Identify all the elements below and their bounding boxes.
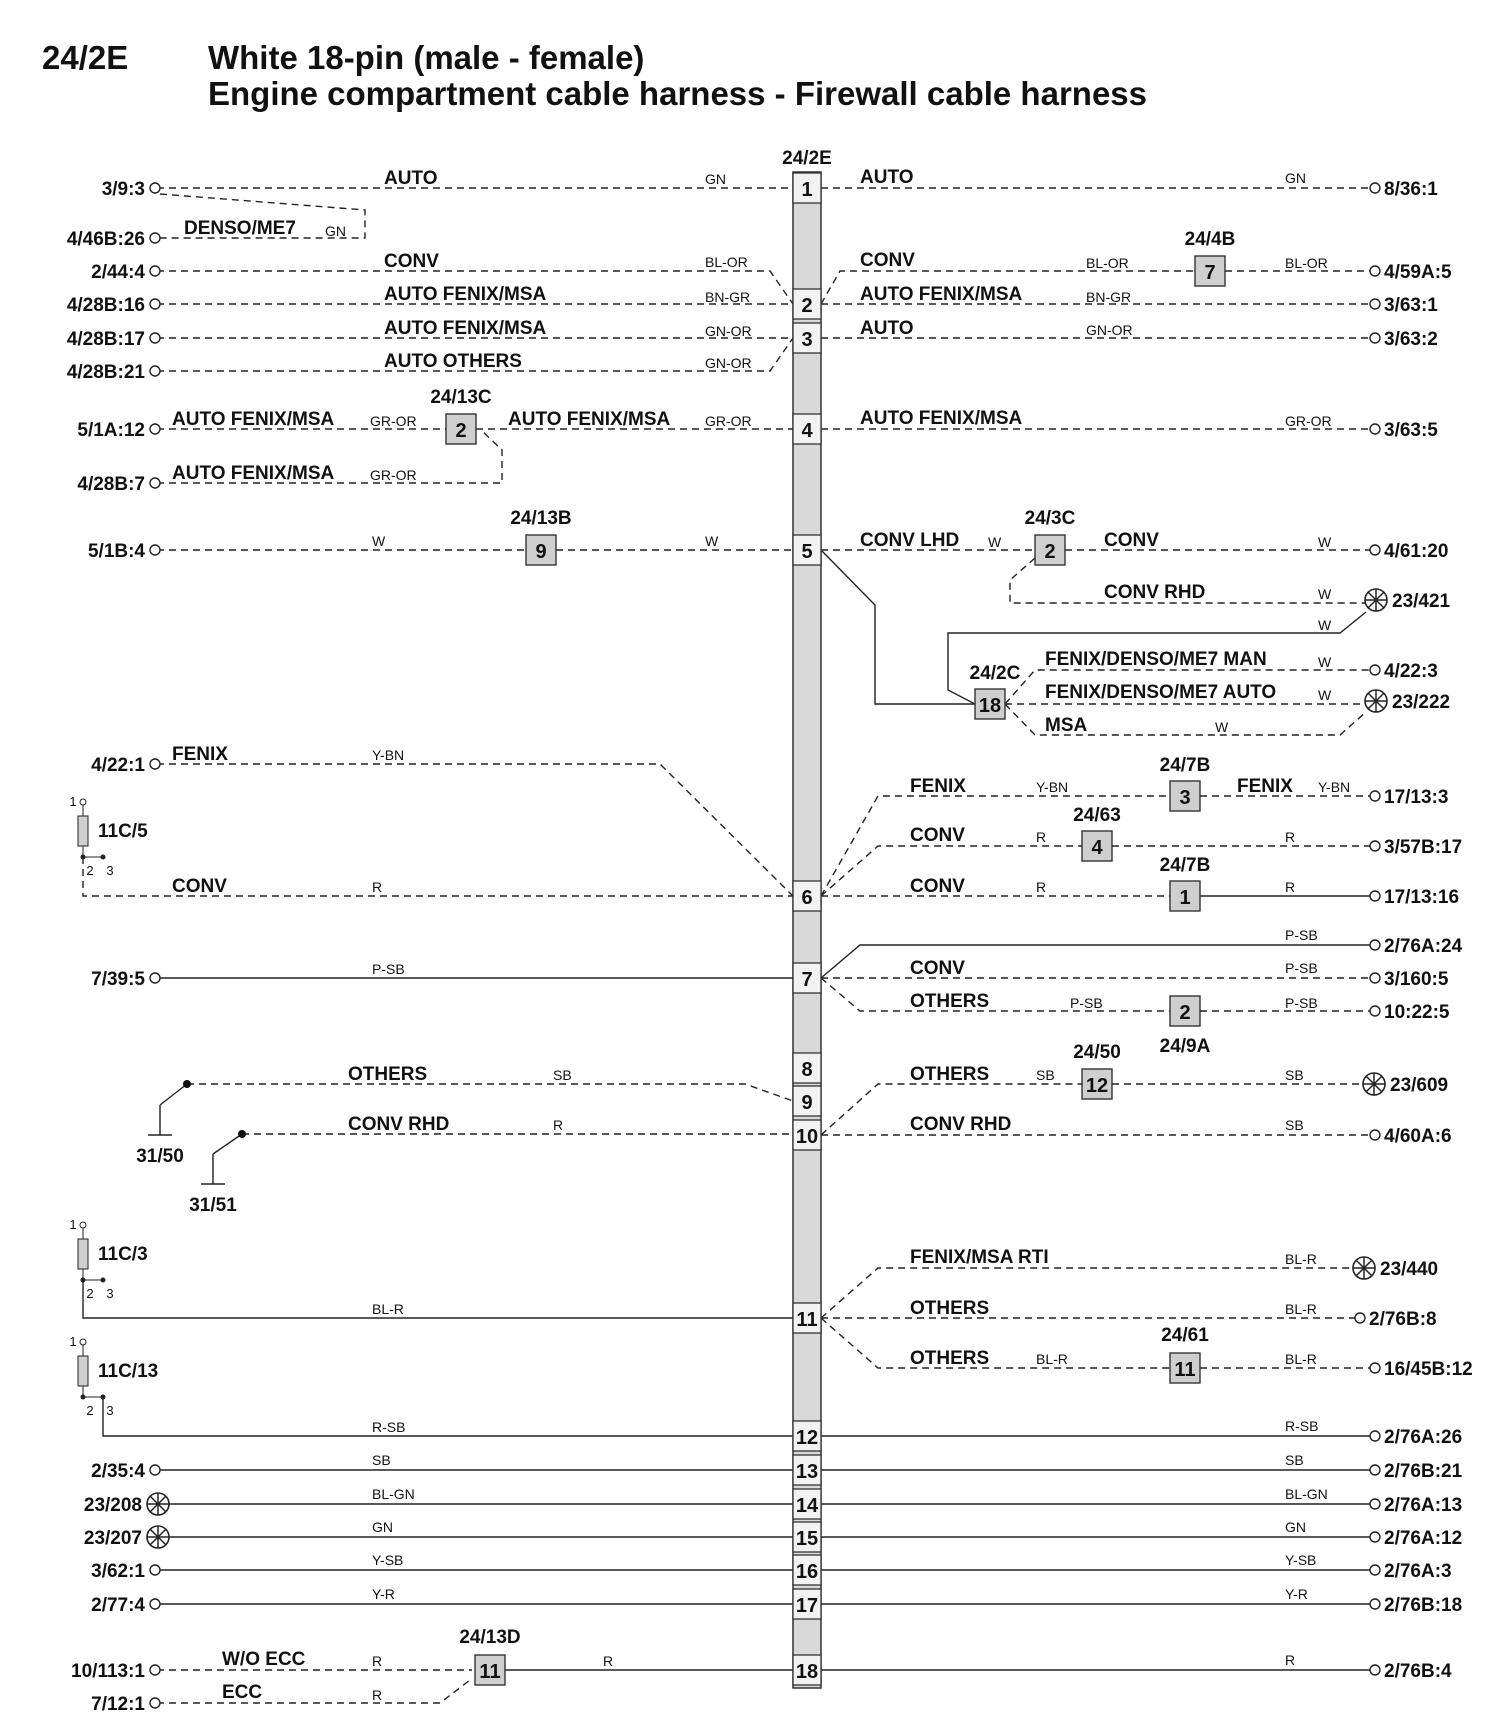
splice-label: 24/50 [1073, 1042, 1121, 1063]
terminal-label: 23/222 [1392, 692, 1451, 713]
label: GN [1285, 1519, 1306, 1535]
terminal [150, 333, 160, 343]
terminal [1370, 1363, 1380, 1373]
terminal-label: 2/76B:4 [1384, 1661, 1452, 1682]
wire [103, 1397, 793, 1436]
label: SB [372, 1452, 391, 1468]
terminal-label: 4/28B:16 [66, 295, 145, 316]
wire [83, 1280, 793, 1318]
ground-label: 31/50 [136, 1146, 184, 1167]
terminal [150, 266, 160, 276]
terminal-label: 2/44:4 [91, 262, 145, 283]
terminal [150, 1565, 160, 1575]
terminal [150, 759, 160, 769]
terminal [1370, 545, 1380, 555]
fuse-pin: 1 [69, 794, 77, 809]
label: R [372, 1687, 383, 1703]
page-subtitle: Engine compartment cable harness - Firewall cable harness [208, 75, 1148, 112]
label: GR-OR [370, 413, 417, 429]
label: GN [1285, 170, 1306, 186]
label: R [1285, 1652, 1296, 1668]
terminal [1355, 1313, 1365, 1323]
label: BL-R [372, 1301, 404, 1317]
label: W [705, 533, 719, 549]
terminal [1370, 299, 1380, 309]
connector-label: 24/2E [782, 148, 832, 169]
label: FENIX [1237, 776, 1293, 797]
label: OTHERS [910, 991, 990, 1012]
terminal [1370, 1565, 1380, 1575]
label: OTHERS [910, 1064, 990, 1085]
splice-label: 24/13C [430, 387, 492, 408]
label: CONV [384, 251, 439, 272]
label: W [1215, 719, 1229, 735]
label: GN [705, 171, 726, 187]
wire [160, 1084, 187, 1105]
terminal-label: 3/9:3 [101, 179, 145, 200]
splice-label: 24/7B [1159, 755, 1211, 776]
label: CONV RHD [910, 1114, 1012, 1135]
terminal-label: 23/207 [83, 1528, 142, 1549]
splice-point [147, 1526, 169, 1548]
terminal [150, 478, 160, 488]
terminal [1370, 791, 1380, 801]
label: AUTO FENIX/MSA [860, 284, 1023, 305]
label: W [1318, 687, 1332, 703]
label: AUTO OTHERS [384, 351, 522, 372]
splice-pin: 11 [479, 1661, 501, 1683]
label: AUTO FENIX/MSA [172, 463, 335, 484]
terminal [150, 299, 160, 309]
terminal-label: 3/63:2 [1384, 329, 1438, 350]
label: W/O ECC [222, 1649, 306, 1670]
label: FENIX/MSA RTI [910, 1247, 1049, 1268]
connector-pin-number: 7 [801, 969, 813, 991]
splice-pin: 2 [1044, 541, 1056, 563]
terminal-label: 4/28B:21 [66, 362, 145, 383]
terminal-label: 16/45B:12 [1384, 1359, 1473, 1380]
label: R [372, 1653, 383, 1669]
connector-pin-number: 2 [801, 295, 813, 317]
label: DENSO/ME7 [184, 218, 296, 239]
terminal-label: 2/76A:3 [1384, 1561, 1452, 1582]
label: OTHERS [910, 1298, 990, 1319]
terminal [1370, 424, 1380, 434]
fuse-pin: 3 [106, 1403, 114, 1418]
label: P-SB [372, 961, 405, 977]
connector-pin-number: 3 [801, 329, 813, 351]
terminal-label: 4/60A:6 [1384, 1126, 1452, 1147]
terminal-label: 23/440 [1380, 1259, 1439, 1280]
ground-node [238, 1130, 246, 1138]
terminal [1370, 1130, 1380, 1140]
label: SB [1285, 1117, 1304, 1133]
connector-pin-number: 17 [795, 1595, 819, 1617]
splice-pin: 2 [1179, 1002, 1191, 1024]
terminal [1370, 973, 1380, 983]
splice-pin: 2 [455, 420, 467, 442]
splice-point [1353, 1257, 1375, 1279]
terminal [1370, 1665, 1380, 1675]
label: GR-OR [1285, 413, 1332, 429]
label: ECC [222, 1682, 263, 1703]
splice-pin: 7 [1204, 262, 1216, 284]
fuse-pin: 1 [69, 1334, 77, 1349]
label: OTHERS [910, 1348, 990, 1369]
label: GN [372, 1519, 393, 1535]
connector-pin-number: 1 [801, 179, 813, 201]
terminal [1370, 266, 1380, 276]
terminal-label: 4/22:3 [1384, 661, 1438, 682]
splice-pin: 12 [1085, 1075, 1109, 1097]
label: R [372, 879, 383, 895]
connector-pin-number: 8 [801, 1059, 813, 1081]
label: AUTO [384, 168, 438, 189]
label: BL-R [1036, 1351, 1068, 1367]
label: CONV [172, 876, 227, 897]
terminal-label: 2/76B:18 [1384, 1595, 1463, 1616]
label: R-SB [372, 1419, 406, 1435]
label: AUTO [860, 318, 914, 339]
page-title: White 18-pin (male - female) [208, 39, 645, 76]
terminal-label: 2/76B:8 [1369, 1309, 1437, 1330]
label: GN-OR [705, 355, 752, 371]
label: R [1285, 829, 1296, 845]
splice-point [1365, 690, 1387, 712]
terminal-label: 3/63:5 [1384, 420, 1438, 441]
label: P-SB [1285, 927, 1318, 943]
terminal-label: 2/76A:12 [1384, 1528, 1463, 1549]
terminal [1370, 841, 1380, 851]
label: SB [1036, 1067, 1055, 1083]
terminal [1370, 1599, 1380, 1609]
connector-pin-number: 6 [801, 887, 813, 909]
fuse-pin: 2 [86, 1403, 94, 1418]
label: FENIX [172, 744, 228, 765]
connector-pin-number: 9 [801, 1092, 813, 1114]
splice-pin: 1 [1179, 887, 1191, 909]
connector-pin-number: 4 [801, 420, 813, 442]
connector-pin-number: 5 [801, 541, 813, 563]
fuse-label: 11C/13 [98, 1361, 159, 1382]
label: CONV LHD [860, 530, 960, 551]
label: GN-OR [1086, 322, 1133, 338]
fuse-pin: 1 [69, 1217, 77, 1232]
label: BL-R [1285, 1251, 1317, 1267]
terminal-label: 3/160:5 [1384, 969, 1449, 990]
terminal [1370, 1499, 1380, 1509]
terminal-label: 3/62:1 [91, 1561, 145, 1582]
label: AUTO [860, 167, 914, 188]
connector-pin-number: 15 [795, 1528, 819, 1550]
terminal-label: 17/13:16 [1384, 887, 1460, 908]
wire [213, 1134, 242, 1154]
terminal-label: 4/61:20 [1384, 541, 1449, 562]
label: GR-OR [370, 467, 417, 483]
label: W [1318, 586, 1332, 602]
terminal-label: 10/113:1 [71, 1661, 145, 1682]
label: GN-OR [705, 323, 752, 339]
label: FENIX/DENSO/ME7 MAN [1045, 649, 1267, 670]
splice-label: 24/13B [510, 508, 572, 529]
labels [67, 148, 1473, 1715]
label: FENIX/DENSO/ME7 AUTO [1045, 682, 1277, 703]
fuse-label: 11C/3 [98, 1244, 148, 1265]
terminal-label: 7/12:1 [91, 1694, 145, 1715]
terminal-label: 23/421 [1392, 591, 1451, 612]
terminal [150, 183, 160, 193]
terminal [1370, 333, 1380, 343]
terminal [150, 366, 160, 376]
label: Y-BN [1036, 779, 1069, 795]
terminal [150, 545, 160, 555]
terminal [1370, 1431, 1380, 1441]
ground [201, 1154, 225, 1184]
terminal-label: 2/76A:26 [1384, 1427, 1463, 1448]
label: CONV RHD [1104, 582, 1206, 603]
terminal-label: 8/36:1 [1384, 179, 1438, 200]
label: CONV RHD [348, 1114, 450, 1135]
splice-label: 24/7B [1159, 855, 1211, 876]
label: CONV [910, 825, 965, 846]
terminal-label: 23/609 [1390, 1075, 1449, 1096]
label: CONV [860, 250, 915, 271]
label: Y-SB [1285, 1552, 1317, 1568]
label: W [1318, 534, 1332, 550]
label: SB [1285, 1067, 1304, 1083]
wire [821, 1268, 1352, 1318]
terminal [150, 1698, 160, 1708]
terminal-label: 4/59A:5 [1384, 262, 1452, 283]
label: BL-OR [1086, 255, 1129, 271]
terminal-label: 4/28B:7 [77, 474, 145, 495]
terminal [1370, 1006, 1380, 1016]
terminal-label: 2/76A:13 [1384, 1495, 1463, 1516]
ground [148, 1105, 172, 1135]
splice-point [1365, 589, 1387, 611]
page-code: 24/2E [42, 39, 129, 76]
terminal-label: 23/208 [83, 1495, 142, 1516]
label: Y-R [372, 1586, 395, 1602]
terminal-label: 2/77:4 [91, 1595, 145, 1616]
label: BL-OR [705, 254, 748, 270]
splice-pin: 3 [1179, 787, 1191, 809]
label: W [1318, 654, 1332, 670]
label: R [1036, 829, 1047, 845]
label: BN-GR [705, 289, 751, 305]
terminal-label: 4/28B:17 [66, 329, 145, 350]
fuse-label: 11C/5 [98, 821, 148, 842]
connector-pin-number: 11 [796, 1309, 818, 1331]
label: Y-SB [372, 1552, 404, 1568]
terminal-label: 3/57B:17 [1384, 837, 1463, 858]
splice-pin: 9 [535, 541, 547, 563]
label: MSA [1045, 715, 1088, 736]
splice-pin: 4 [1091, 837, 1103, 859]
label: BN-GR [1086, 289, 1132, 305]
label: SB [1285, 1452, 1304, 1468]
label: CONV [910, 876, 965, 897]
label: GR-OR [705, 413, 752, 429]
terminal [1370, 1465, 1380, 1475]
ground-label: 31/51 [189, 1195, 237, 1216]
terminal-label: 2/76A:24 [1384, 936, 1463, 957]
label: Y-R [1285, 1586, 1308, 1602]
splice-point [1363, 1073, 1385, 1095]
label: BL-GN [372, 1486, 415, 1502]
wire [821, 550, 975, 704]
label: AUTO FENIX/MSA [508, 409, 671, 430]
terminal-label: 7/39:5 [91, 969, 145, 990]
label: CONV [1104, 530, 1159, 551]
splice-pin: 18 [978, 695, 1002, 717]
label: R [1285, 879, 1296, 895]
connector-pin-number: 13 [795, 1461, 819, 1483]
terminal [150, 233, 160, 243]
terminal-label: 5/1A:12 [77, 420, 145, 441]
label: BL-GN [1285, 1486, 1328, 1502]
terminal [1370, 665, 1380, 675]
connector-pin-number: 16 [795, 1561, 819, 1583]
label: AUTO FENIX/MSA [172, 409, 335, 430]
label: W [988, 534, 1002, 550]
splice-label: 24/63 [1073, 805, 1121, 826]
splice-label: 24/61 [1161, 1325, 1209, 1346]
label: R [1036, 879, 1047, 895]
fuse-pin: 2 [86, 863, 94, 878]
label: R-SB [1285, 1418, 1319, 1434]
splice-label: 24/2C [969, 663, 1021, 684]
label: FENIX [910, 776, 966, 797]
label: P-SB [1070, 995, 1103, 1011]
label: P-SB [1285, 960, 1318, 976]
splice-label: 24/3C [1024, 508, 1076, 529]
terminal-label: 4/46B:26 [66, 229, 145, 250]
label: OTHERS [348, 1064, 428, 1085]
terminal [150, 424, 160, 434]
label: W [1318, 617, 1332, 633]
label: P-SB [1285, 995, 1318, 1011]
terminal [1370, 940, 1380, 950]
label: R [603, 1653, 614, 1669]
terminal-label: 2/76B:21 [1384, 1461, 1463, 1482]
terminal [1370, 891, 1380, 901]
terminal [150, 973, 160, 983]
splice-label: 24/13D [459, 1627, 521, 1648]
label: BL-R [1285, 1351, 1317, 1367]
splice-pin: 11 [1174, 1359, 1196, 1381]
label: R [553, 1117, 564, 1133]
terminal [150, 1465, 160, 1475]
wire [187, 1084, 793, 1101]
label: Y-BN [1318, 779, 1351, 795]
splice-label: 24/9A [1159, 1036, 1211, 1057]
ground-node [183, 1080, 191, 1088]
wire [157, 764, 793, 896]
terminal [1370, 1532, 1380, 1542]
fuse-pin: 2 [86, 1286, 94, 1301]
terminal [150, 1599, 160, 1609]
terminal-label: 4/22:1 [91, 755, 145, 776]
label: W [372, 533, 386, 549]
connector-pin-number: 14 [795, 1495, 819, 1517]
label: GN [325, 223, 346, 239]
label: Y-BN [372, 747, 405, 763]
terminal [1370, 183, 1380, 193]
label: AUTO FENIX/MSA [860, 408, 1023, 429]
splice-point [147, 1493, 169, 1515]
wire [157, 1680, 470, 1703]
label: BL-OR [1285, 255, 1328, 271]
terminal-label: 17/13:3 [1384, 787, 1449, 808]
terminal [150, 1665, 160, 1675]
label: AUTO FENIX/MSA [384, 284, 547, 305]
label: BL-R [1285, 1301, 1317, 1317]
terminal-label: 2/35:4 [91, 1461, 145, 1482]
terminal-label: 5/1B:4 [87, 541, 145, 562]
label: CONV [910, 958, 965, 979]
connector-pin-number: 18 [795, 1661, 819, 1683]
label: SB [553, 1067, 572, 1083]
fuse-pin: 3 [106, 1286, 114, 1301]
label: AUTO FENIX/MSA [384, 318, 547, 339]
terminal-label: 3/63:1 [1384, 295, 1438, 316]
splice-label: 24/4B [1184, 229, 1236, 250]
connector-pin-number: 10 [795, 1126, 819, 1148]
connector-pin-number: 12 [795, 1427, 819, 1449]
terminal-label: 10:22:5 [1384, 1002, 1450, 1023]
fuse-pin: 3 [106, 863, 114, 878]
